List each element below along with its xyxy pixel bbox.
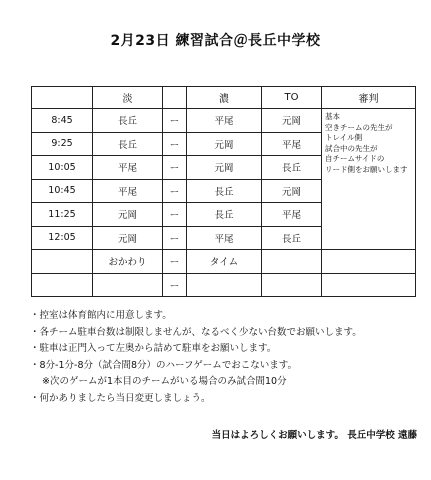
to-cell: 長丘 bbox=[262, 156, 322, 180]
light-team-cell: 長丘 bbox=[93, 109, 163, 133]
referee-note-line: トレイル側 bbox=[325, 133, 363, 142]
table-row bbox=[32, 273, 416, 297]
light-team-cell: 元岡 bbox=[93, 203, 163, 227]
light-team-cell: 平尾 bbox=[93, 156, 163, 180]
light-team-cell: おかわり bbox=[93, 250, 163, 274]
dark-team-cell: タイム bbox=[187, 250, 262, 274]
light-team-cell: 元岡 bbox=[93, 226, 163, 250]
dash-cell: ー bbox=[163, 250, 187, 274]
dark-team-cell: 平尾 bbox=[187, 109, 262, 133]
header-dark: 濃 bbox=[187, 87, 262, 109]
note-item: ・駐車は正門入って左奥から詰めて駐車をお願いします。 bbox=[30, 343, 277, 354]
page-title: 2月23日 練習試合＠長丘中学校 bbox=[110, 33, 321, 49]
header-dash bbox=[163, 87, 187, 109]
referee-empty-cell bbox=[322, 273, 416, 297]
time-cell: 9:25 bbox=[32, 132, 93, 156]
to-cell: 長丘 bbox=[262, 226, 322, 250]
header-to: TO bbox=[262, 87, 322, 109]
dash-cell: ー bbox=[163, 203, 187, 227]
note-subitem: ※次のゲームが1本目のチームがいる場合のみ試合間10分 bbox=[42, 376, 287, 387]
dark-team-cell: 元岡 bbox=[187, 156, 262, 180]
header-time bbox=[32, 87, 93, 109]
time-cell: 12:05 bbox=[32, 226, 93, 250]
time-cell bbox=[32, 273, 93, 297]
light-team-cell: 平尾 bbox=[93, 179, 163, 203]
dash-cell: ー bbox=[163, 156, 187, 180]
header-referee: 審判 bbox=[322, 87, 416, 109]
dark-team-cell bbox=[187, 273, 262, 297]
note-item: ・何かありましたら当日変更しましょう。 bbox=[30, 392, 211, 404]
referee-empty-cell bbox=[322, 250, 416, 274]
dash-cell: ー bbox=[163, 109, 187, 133]
referee-note-line: 基本 bbox=[325, 112, 340, 121]
header-light: 淡 bbox=[93, 87, 163, 109]
to-cell: 元岡 bbox=[262, 179, 322, 203]
dark-team-cell: 長丘 bbox=[187, 179, 262, 203]
to-cell: 平尾 bbox=[262, 203, 322, 227]
time-cell: 11:25 bbox=[32, 203, 93, 227]
light-team-cell bbox=[93, 273, 163, 297]
dash-cell: ー bbox=[163, 226, 187, 250]
to-cell: 元岡 bbox=[262, 109, 322, 133]
dark-team-cell: 平尾 bbox=[187, 226, 262, 250]
table-header-row bbox=[32, 87, 416, 109]
time-cell: 10:05 bbox=[32, 156, 93, 180]
table-row bbox=[32, 109, 416, 133]
time-cell: 10:45 bbox=[32, 179, 93, 203]
notes-list bbox=[30, 308, 425, 407]
dark-team-cell: 元岡 bbox=[187, 132, 262, 156]
note-item: ・各チーム駐車台数は制限しませんが、なるべく少ない台数でお願いします。 bbox=[30, 326, 362, 338]
light-team-cell: 長丘 bbox=[93, 132, 163, 156]
to-cell bbox=[262, 273, 322, 297]
referee-note-line: 試合中の先生が bbox=[325, 143, 378, 153]
time-cell bbox=[32, 250, 93, 274]
table-row bbox=[32, 250, 416, 274]
referee-note-line: リード側をお願いします bbox=[325, 164, 408, 174]
referee-note-cell bbox=[322, 109, 416, 250]
referee-note-line: 空きチームの先生が bbox=[325, 122, 393, 132]
note-item: ・8分‐1分‐8分（試合間8分）のハーフゲームでおこないます。 bbox=[30, 359, 298, 371]
dash-cell: ー bbox=[163, 179, 187, 203]
dash-cell: ー bbox=[163, 132, 187, 156]
dark-team-cell: 長丘 bbox=[187, 203, 262, 227]
schedule-table bbox=[31, 86, 416, 297]
note-item: ・控室は体育館内に用意します。 bbox=[30, 310, 172, 321]
time-cell: 8:45 bbox=[32, 109, 93, 133]
to-cell bbox=[262, 250, 322, 274]
to-cell: 平尾 bbox=[262, 132, 322, 156]
dash-cell: ー bbox=[163, 273, 187, 297]
closing-signature: 当日はよろしくお願いします。 長丘中学校 遠藤 bbox=[211, 430, 417, 441]
referee-note-line: 自チームサイドの bbox=[325, 154, 385, 163]
